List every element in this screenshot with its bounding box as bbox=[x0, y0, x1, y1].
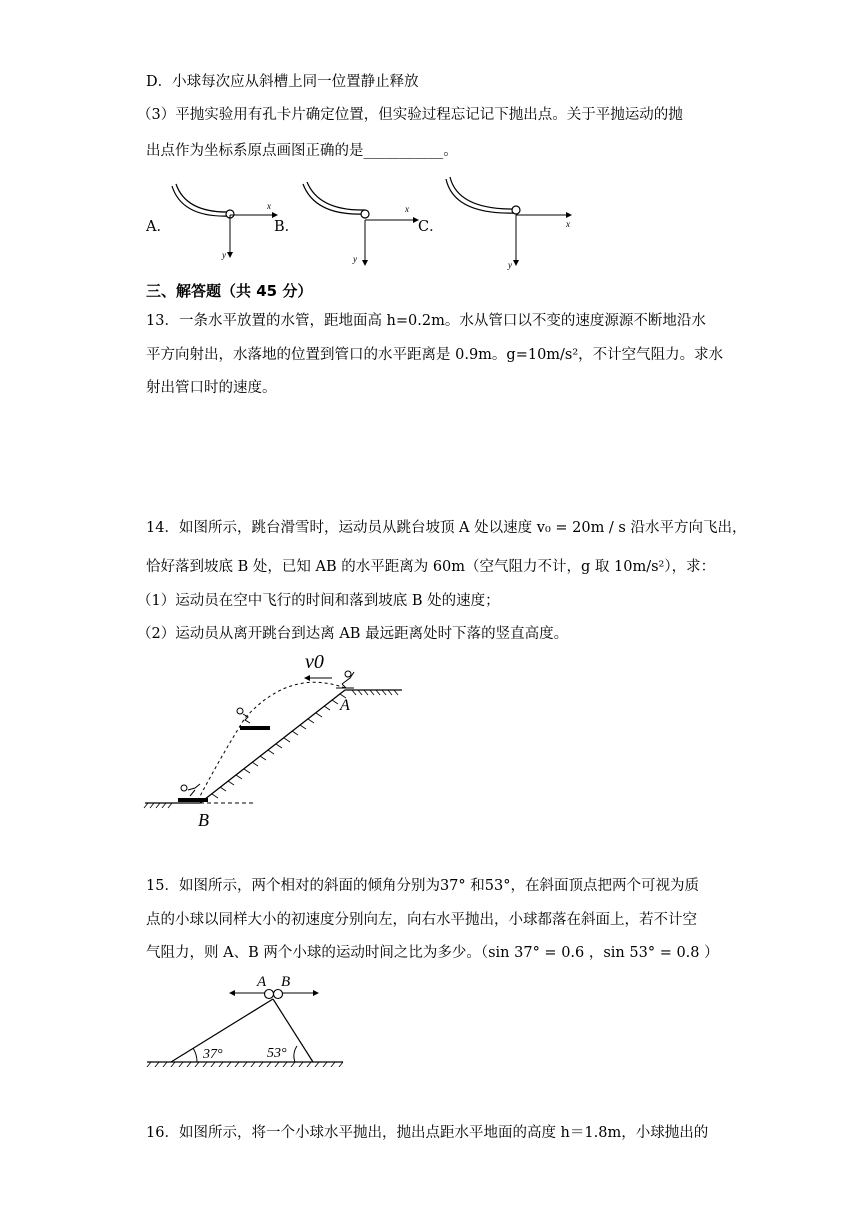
choice-b-x-label: x bbox=[405, 204, 409, 214]
choice-c-label: C． bbox=[418, 219, 444, 235]
q15-line2: 点的小球以同样大小的初速度分别向左，向右水平抛出，小球都落在斜面上，若不计空 bbox=[146, 912, 697, 928]
choice-c-figure bbox=[438, 175, 578, 270]
angle-37: 37° bbox=[203, 1047, 223, 1062]
q15-line3: 气阻力，则 A、B 两个小球的运动时间之比为多少。（sin 37° = 0.6 ，sin 53° = 0.8 ） bbox=[146, 945, 719, 961]
q13-line2: 平方向射出，水落地的位置到管口的水平距离是 0.9m。g=10m/s²，不计空气阻力。求水 bbox=[146, 347, 724, 363]
choice-b-y-label: y bbox=[353, 254, 357, 264]
label-v0: v0 bbox=[305, 651, 324, 673]
label-ball-B: B bbox=[281, 974, 291, 990]
q14-line2: 恰好落到坡底 B 处，已知 AB 的水平距离为 60m（空气阻力不计，g 取 10m/s²），求： bbox=[146, 559, 716, 575]
choice-c-y-label: y bbox=[508, 260, 512, 270]
q12-option-d: D．小球每次应从斜槽上同一位置静止释放 bbox=[146, 74, 419, 90]
q16-line1: 16．如图所示，将一个小球水平抛出，抛出点距水平地面的高度 h＝1.8m，小球抛出的 bbox=[146, 1125, 709, 1141]
choice-a-label: A． bbox=[146, 219, 171, 235]
choice-a-figure bbox=[160, 180, 280, 265]
inclines-figure bbox=[145, 966, 345, 1076]
label-B: B bbox=[198, 810, 209, 830]
angle-53: 53° bbox=[267, 1046, 287, 1061]
section3-heading: 三、解答题（共 45 分） bbox=[146, 282, 313, 300]
choice-b-label: B． bbox=[274, 219, 300, 235]
label-ball-A: A bbox=[257, 974, 267, 990]
q13-line1: 13．一条水平放置的水管，距地面高 h=0.2m。水从管口以不变的速度源源不断地沿水 bbox=[146, 313, 706, 329]
q15-line1: 15．如图所示，两个相对的斜面的倾角分别为37° 和53°，在斜面顶点把两个可视为质 bbox=[146, 878, 699, 894]
q14-line1: 14．如图所示，跳台滑雪时，运动员从跳台坡顶 A 处以速度 v₀ = 20m / s 沿水平方向飞出， bbox=[146, 520, 747, 536]
q12-part3-line2: 出点作为坐标系原点画图正确的是___________。 bbox=[146, 143, 458, 159]
q12-part3-line1: （3）平抛实验用有孔卡片确定位置，但实验过程忘记记下抛出点。关于平抛运动的抛 bbox=[137, 107, 683, 123]
choice-a-x-label: x bbox=[267, 201, 271, 211]
choice-b-figure bbox=[295, 180, 420, 270]
choice-c-x-label: x bbox=[566, 219, 570, 229]
label-A: A bbox=[340, 697, 350, 714]
ski-jump-figure bbox=[140, 648, 410, 833]
q14-part2: （2）运动员从离开跳台到达离 AB 最远距离处时下落的竖直高度。 bbox=[137, 626, 569, 642]
choice-a-y-label: y bbox=[222, 250, 226, 260]
q14-part1: （1）运动员在空中飞行的时间和落到坡底 B 处的速度； bbox=[137, 593, 500, 609]
q13-line3: 射出管口时的速度。 bbox=[146, 380, 277, 396]
